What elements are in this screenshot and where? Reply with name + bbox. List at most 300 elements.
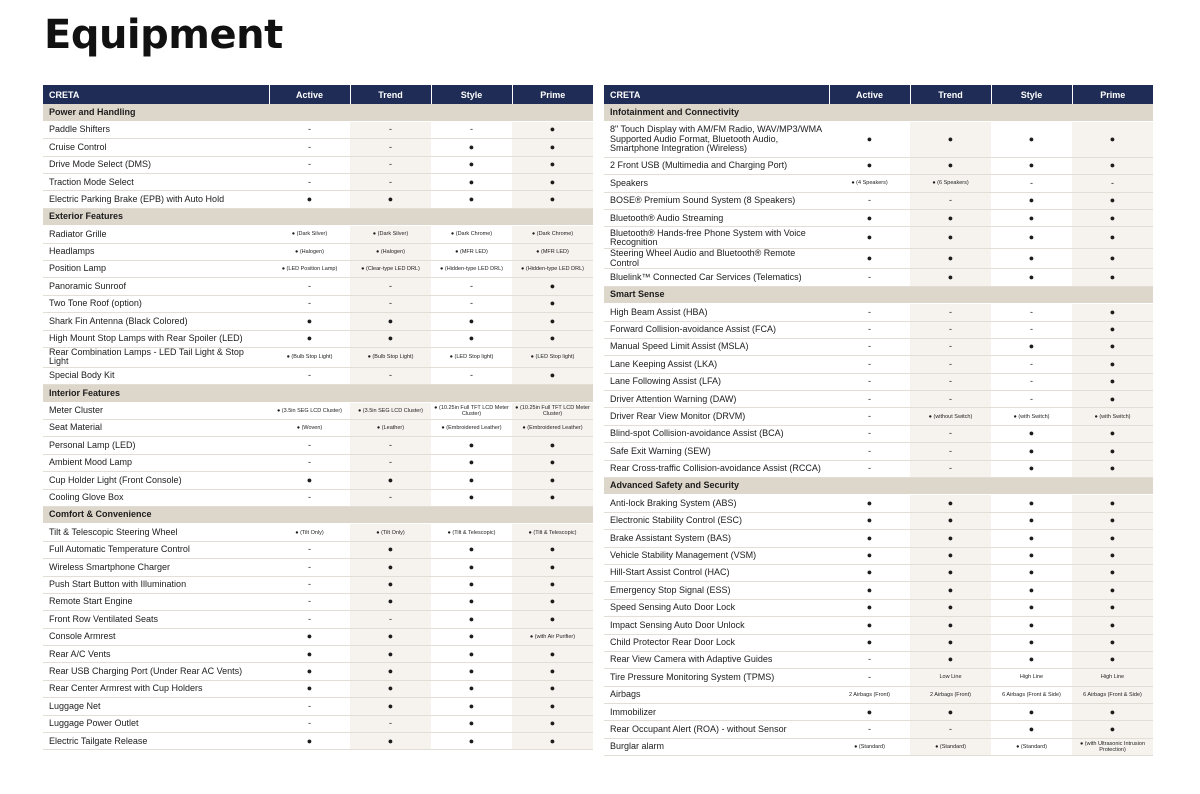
table-row: [43, 261, 593, 278]
table-row: [604, 669, 1153, 686]
feature-value: ●: [991, 425, 1072, 442]
column-header-trim: Trend: [350, 85, 431, 104]
feature-name: Forward Collision-avoidance Assist (FCA): [604, 321, 829, 338]
feature-value: ●: [829, 121, 910, 157]
feature-value: 2 Airbags (Front): [829, 686, 910, 703]
feature-value: ●: [829, 512, 910, 529]
feature-value: ● (Tilt Only): [350, 524, 431, 541]
feature-value: ●: [269, 330, 350, 347]
feature-value: ●: [910, 582, 991, 599]
feature-value: ● (Standard): [829, 738, 910, 755]
table-row: [604, 373, 1153, 390]
feature-value: ●: [1072, 338, 1153, 355]
feature-value: ● (MFR LED): [512, 243, 593, 260]
table-row: [604, 269, 1153, 286]
feature-value: 6 Airbags (Front & Side): [991, 686, 1072, 703]
feature-value: ● (Embroidered Leather): [431, 420, 512, 437]
feature-value: -: [829, 373, 910, 390]
feature-value: ●: [910, 704, 991, 721]
feature-name: Blind-spot Collision-avoidance Assist (BCA): [604, 425, 829, 442]
feature-value: -: [431, 367, 512, 384]
feature-value: -: [910, 721, 991, 738]
table-row: [43, 559, 593, 576]
table-row: [43, 541, 593, 558]
feature-value: ●: [431, 628, 512, 645]
feature-value: ● (Tilt & Telescopic): [431, 524, 512, 541]
feature-value: ● (Leather): [350, 420, 431, 437]
feature-name: Electronic Stability Control (ESC): [604, 512, 829, 529]
feature-value: ●: [350, 576, 431, 593]
feature-value: ●: [829, 582, 910, 599]
feature-value: -: [829, 443, 910, 460]
table-row: [43, 663, 593, 680]
feature-value: ●: [910, 210, 991, 227]
feature-value: ● (3.5in SEG LCD Cluster): [350, 402, 431, 419]
feature-name: Safe Exit Warning (SEW): [604, 443, 829, 460]
feature-value: -: [350, 174, 431, 191]
feature-name: Speed Sensing Auto Door Lock: [604, 599, 829, 616]
table-row: [604, 721, 1153, 738]
feature-value: -: [350, 715, 431, 732]
feature-value: ●: [910, 599, 991, 616]
feature-value: ●: [1072, 157, 1153, 174]
feature-value: ●: [512, 472, 593, 489]
table-row: [604, 599, 1153, 616]
feature-value: ●: [1072, 704, 1153, 721]
feature-value: -: [269, 559, 350, 576]
section-header-row: [604, 104, 1153, 121]
table-row: [43, 121, 593, 138]
feature-value: ●: [269, 680, 350, 697]
section-header-row: [43, 506, 593, 523]
column-header-model: CRETA: [604, 85, 829, 104]
table-row: [43, 139, 593, 156]
feature-value: -: [991, 304, 1072, 321]
feature-value: -: [269, 541, 350, 558]
table-row: [43, 454, 593, 471]
feature-value: -: [269, 367, 350, 384]
feature-value: ●: [350, 593, 431, 610]
feature-value: ●: [512, 139, 593, 156]
feature-value: -: [910, 321, 991, 338]
feature-value: ●: [350, 191, 431, 208]
feature-value: ●: [910, 530, 991, 547]
table-row: [43, 295, 593, 312]
feature-value: ●: [269, 472, 350, 489]
feature-value: ● (without Switch): [910, 408, 991, 425]
feature-value: ●: [910, 617, 991, 634]
table-row: [604, 634, 1153, 651]
table-row: [43, 611, 593, 628]
feature-name: Radiator Grille: [43, 226, 269, 243]
feature-value: ● (3.5in SEG LCD Cluster): [269, 402, 350, 419]
feature-value: ●: [1072, 425, 1153, 442]
feature-value: ●: [512, 733, 593, 750]
feature-name: Airbags: [604, 686, 829, 703]
feature-value: ●: [350, 628, 431, 645]
feature-value: ● (Dark Silver): [269, 226, 350, 243]
feature-name: Brake Assistant System (BAS): [604, 530, 829, 547]
feature-value: ●: [829, 210, 910, 227]
feature-name: High Beam Assist (HBA): [604, 304, 829, 321]
feature-value: -: [991, 391, 1072, 408]
feature-value: -: [829, 721, 910, 738]
table-row: [43, 576, 593, 593]
feature-value: ●: [991, 249, 1072, 269]
feature-value: ● (Embroidered Leather): [512, 420, 593, 437]
feature-value: ●: [431, 680, 512, 697]
feature-value: ●: [431, 191, 512, 208]
feature-name: Speakers: [604, 175, 829, 192]
table-row: [43, 330, 593, 347]
feature-value: ● (Hidden-type LED DRL): [512, 261, 593, 278]
feature-value: ●: [512, 156, 593, 173]
feature-name: Impact Sensing Auto Door Unlock: [604, 617, 829, 634]
feature-value: -: [829, 356, 910, 373]
column-header-trim: Trend: [910, 85, 991, 104]
feature-value: ●: [512, 489, 593, 506]
feature-value: -: [350, 139, 431, 156]
feature-value: ●: [991, 192, 1072, 209]
table-row: [43, 191, 593, 208]
feature-value: ● (MFR LED): [431, 243, 512, 260]
feature-value: ● (Dark Chrome): [512, 226, 593, 243]
feature-value: ● (Halogen): [269, 243, 350, 260]
feature-name: Push Start Button with Illumination: [43, 576, 269, 593]
section-header-row: [43, 385, 593, 402]
feature-value: ●: [829, 599, 910, 616]
feature-name: Console Armrest: [43, 628, 269, 645]
feature-name: Personal Lamp (LED): [43, 437, 269, 454]
column-header-trim: Active: [269, 85, 350, 104]
feature-value: -: [829, 408, 910, 425]
feature-value: -: [829, 651, 910, 668]
feature-value: High Line: [1072, 669, 1153, 686]
feature-name: Rear USB Charging Port (Under Rear AC Vents): [43, 663, 269, 680]
feature-value: ●: [910, 249, 991, 269]
feature-value: ●: [512, 576, 593, 593]
feature-value: ●: [991, 443, 1072, 460]
feature-value: ●: [991, 495, 1072, 512]
feature-value: ●: [269, 313, 350, 330]
feature-value: ● (Dark Chrome): [431, 226, 512, 243]
feature-value: ●: [910, 157, 991, 174]
feature-name: Rear Occupant Alert (ROA) - without Sensor: [604, 721, 829, 738]
section-title: Exterior Features: [43, 208, 593, 225]
feature-value: ● (LED Stop light): [431, 347, 512, 367]
feature-name: BOSE® Premium Sound System (8 Speakers): [604, 192, 829, 209]
feature-value: ●: [431, 733, 512, 750]
column-header-trim: Prime: [512, 85, 593, 104]
feature-value: ●: [512, 367, 593, 384]
feature-value: -: [991, 356, 1072, 373]
table-row: [604, 304, 1153, 321]
feature-value: ●: [269, 733, 350, 750]
column-header-trim: Style: [431, 85, 512, 104]
feature-value: ●: [269, 191, 350, 208]
feature-name: Remote Start Engine: [43, 593, 269, 610]
feature-value: ● (10.25in Full TFT LCD Meter Cluster): [512, 402, 593, 419]
feature-value: ●: [991, 564, 1072, 581]
section-title: Comfort & Convenience: [43, 506, 593, 523]
feature-value: ●: [431, 156, 512, 173]
feature-value: ●: [1072, 512, 1153, 529]
feature-value: -: [269, 489, 350, 506]
feature-value: ●: [991, 460, 1072, 477]
feature-value: ●: [512, 174, 593, 191]
column-header-trim: Active: [829, 85, 910, 104]
column-header-trim: Prime: [1072, 85, 1153, 104]
feature-value: -: [910, 443, 991, 460]
feature-value: ●: [1072, 460, 1153, 477]
feature-value: -: [350, 278, 431, 295]
feature-value: ●: [910, 495, 991, 512]
feature-name: Paddle Shifters: [43, 121, 269, 138]
feature-value: ●: [350, 559, 431, 576]
table-row: [604, 425, 1153, 442]
feature-value: ●: [991, 269, 1072, 286]
feature-value: -: [350, 121, 431, 138]
feature-name: Rear Cross-traffic Collision-avoidance Assist (RCCA): [604, 460, 829, 477]
feature-value: ●: [350, 663, 431, 680]
feature-value: ●: [829, 564, 910, 581]
table-row: [43, 715, 593, 732]
feature-value: -: [910, 304, 991, 321]
feature-value: ●: [269, 646, 350, 663]
feature-name: Shark Fin Antenna (Black Colored): [43, 313, 269, 330]
table-row: [604, 651, 1153, 668]
feature-value: -: [829, 304, 910, 321]
table-row: [43, 313, 593, 330]
table-row: [43, 156, 593, 173]
feature-value: ●: [1072, 192, 1153, 209]
feature-name: Vehicle Stability Management (VSM): [604, 547, 829, 564]
feature-name: High Mount Stop Lamps with Rear Spoiler (LED): [43, 330, 269, 347]
feature-value: ●: [431, 437, 512, 454]
feature-value: ●: [991, 547, 1072, 564]
feature-value: ●: [1072, 599, 1153, 616]
feature-value: ●: [350, 646, 431, 663]
feature-value: ●: [1072, 564, 1153, 581]
feature-value: ●: [910, 651, 991, 668]
feature-value: -: [269, 454, 350, 471]
feature-value: -: [350, 367, 431, 384]
feature-name: Bluetooth® Audio Streaming: [604, 210, 829, 227]
feature-value: 6 Airbags (Front & Side): [1072, 686, 1153, 703]
feature-value: -: [350, 156, 431, 173]
feature-value: ●: [910, 121, 991, 157]
feature-value: ●: [431, 330, 512, 347]
feature-value: ●: [1072, 304, 1153, 321]
feature-value: -: [829, 321, 910, 338]
feature-value: ●: [431, 576, 512, 593]
feature-value: ●: [431, 593, 512, 610]
feature-name: Headlamps: [43, 243, 269, 260]
feature-value: ●: [431, 611, 512, 628]
feature-value: -: [269, 576, 350, 593]
feature-value: ●: [829, 704, 910, 721]
feature-name: Driver Rear View Monitor (DRVM): [604, 408, 829, 425]
section-header-row: [604, 286, 1153, 303]
feature-value: -: [269, 593, 350, 610]
table-row: [43, 402, 593, 419]
feature-value: ●: [431, 715, 512, 732]
feature-name: Emergency Stop Signal (ESS): [604, 582, 829, 599]
feature-value: ●: [431, 646, 512, 663]
column-header-model: CRETA: [43, 85, 269, 104]
feature-name: Front Row Ventilated Seats: [43, 611, 269, 628]
feature-value: ● (Tilt & Telescopic): [512, 524, 593, 541]
feature-name: Lane Following Assist (LFA): [604, 373, 829, 390]
feature-value: ●: [1072, 391, 1153, 408]
feature-value: ●: [1072, 634, 1153, 651]
feature-value: -: [829, 192, 910, 209]
feature-value: ●: [991, 210, 1072, 227]
feature-value: ●: [991, 530, 1072, 547]
table-row: [604, 686, 1153, 703]
feature-name: 2 Front USB (Multimedia and Charging Port): [604, 157, 829, 174]
section-title: Smart Sense: [604, 286, 1153, 303]
feature-name: Bluetooth® Hands-free Phone System with Voice Recognition: [604, 227, 829, 249]
feature-value: ●: [991, 617, 1072, 634]
feature-name: Driver Attention Warning (DAW): [604, 391, 829, 408]
table-row: [604, 175, 1153, 192]
feature-value: ●: [431, 174, 512, 191]
feature-name: Cup Holder Light (Front Console): [43, 472, 269, 489]
feature-value: ●: [512, 541, 593, 558]
feature-value: ●: [512, 559, 593, 576]
feature-value: ● (4 Speakers): [829, 175, 910, 192]
feature-value: ● (Dark Silver): [350, 226, 431, 243]
feature-value: ● (LED Position Lamp): [269, 261, 350, 278]
feature-name: Rear A/C Vents: [43, 646, 269, 663]
feature-value: ●: [829, 227, 910, 249]
table-header-row: [43, 85, 593, 104]
feature-value: -: [991, 373, 1072, 390]
feature-value: ●: [269, 628, 350, 645]
feature-value: ●: [1072, 269, 1153, 286]
feature-value: -: [910, 391, 991, 408]
feature-value: ●: [350, 330, 431, 347]
feature-value: ●: [1072, 356, 1153, 373]
feature-value: ●: [991, 634, 1072, 651]
table-row: [43, 524, 593, 541]
feature-value: -: [269, 437, 350, 454]
feature-name: 8" Touch Display with AM/FM Radio, WAV/MP3/WMA Supported Audio Format, Bluetooth Audio, Smartphone Integration (Wireless): [604, 121, 829, 157]
feature-value: -: [910, 356, 991, 373]
section-header-row: [43, 208, 593, 225]
feature-value: ●: [1072, 495, 1153, 512]
table-row: [43, 733, 593, 750]
feature-value: ●: [512, 593, 593, 610]
table-row: [43, 243, 593, 260]
feature-value: ●: [1072, 210, 1153, 227]
table-row: [604, 564, 1153, 581]
table-row: [604, 391, 1153, 408]
feature-value: -: [269, 156, 350, 173]
feature-value: ●: [829, 495, 910, 512]
table-row: [604, 356, 1153, 373]
table-header-row: [604, 85, 1153, 104]
feature-value: ●: [1072, 121, 1153, 157]
feature-value: ●: [269, 663, 350, 680]
feature-value: ●: [512, 191, 593, 208]
feature-value: ●: [431, 472, 512, 489]
feature-name: Tire Pressure Monitoring System (TPMS): [604, 669, 829, 686]
feature-value: ● (Clear-type LED DRL): [350, 261, 431, 278]
feature-value: -: [829, 269, 910, 286]
feature-value: ●: [350, 313, 431, 330]
feature-name: Cooling Glove Box: [43, 489, 269, 506]
feature-name: Burglar alarm: [604, 738, 829, 755]
feature-value: ●: [350, 698, 431, 715]
table-row: [604, 157, 1153, 174]
feature-name: Electric Tailgate Release: [43, 733, 269, 750]
feature-value: ●: [1072, 321, 1153, 338]
feature-value: ●: [431, 489, 512, 506]
feature-value: ● (Bulb Stop Light): [269, 347, 350, 367]
feature-value: ●: [1072, 651, 1153, 668]
feature-value: ● (6 Speakers): [910, 175, 991, 192]
feature-value: ●: [991, 512, 1072, 529]
feature-value: -: [829, 669, 910, 686]
feature-name: Full Automatic Temperature Control: [43, 541, 269, 558]
feature-name: Rear Center Armrest with Cup Holders: [43, 680, 269, 697]
feature-name: Manual Speed Limit Assist (MSLA): [604, 338, 829, 355]
feature-value: -: [829, 425, 910, 442]
feature-name: Cruise Control: [43, 139, 269, 156]
feature-name: Seat Material: [43, 420, 269, 437]
feature-value: -: [1072, 175, 1153, 192]
feature-value: 2 Airbags (Front): [910, 686, 991, 703]
feature-name: Tilt & Telescopic Steering Wheel: [43, 524, 269, 541]
feature-value: -: [350, 454, 431, 471]
feature-value: ●: [431, 698, 512, 715]
section-header-row: [43, 104, 593, 121]
feature-value: ●: [350, 680, 431, 697]
table-row: [604, 704, 1153, 721]
feature-name: Steering Wheel Audio and Bluetooth® Remote Control: [604, 249, 829, 269]
feature-value: -: [431, 121, 512, 138]
feature-value: -: [350, 611, 431, 628]
feature-name: Ambient Mood Lamp: [43, 454, 269, 471]
feature-value: -: [269, 139, 350, 156]
table-row: [43, 420, 593, 437]
table-row: [604, 121, 1153, 157]
feature-name: Hill-Start Assist Control (HAC): [604, 564, 829, 581]
feature-value: -: [350, 489, 431, 506]
feature-value: ●: [512, 611, 593, 628]
feature-value: ●: [991, 599, 1072, 616]
feature-value: ● (Standard): [991, 738, 1072, 755]
feature-name: Luggage Power Outlet: [43, 715, 269, 732]
table-row: [43, 489, 593, 506]
feature-value: -: [910, 338, 991, 355]
feature-value: ●: [829, 617, 910, 634]
feature-value: ●: [512, 295, 593, 312]
feature-value: -: [910, 425, 991, 442]
section-header-row: [604, 478, 1153, 495]
feature-value: ●: [1072, 227, 1153, 249]
table-row: [604, 210, 1153, 227]
feature-value: ●: [991, 651, 1072, 668]
feature-value: ● (LED Stop light): [512, 347, 593, 367]
feature-name: Meter Cluster: [43, 402, 269, 419]
table-row: [604, 512, 1153, 529]
table-row: [604, 738, 1153, 755]
feature-value: ●: [431, 139, 512, 156]
feature-value: ● (10.25in Full TFT LCD Meter Cluster): [431, 402, 512, 419]
